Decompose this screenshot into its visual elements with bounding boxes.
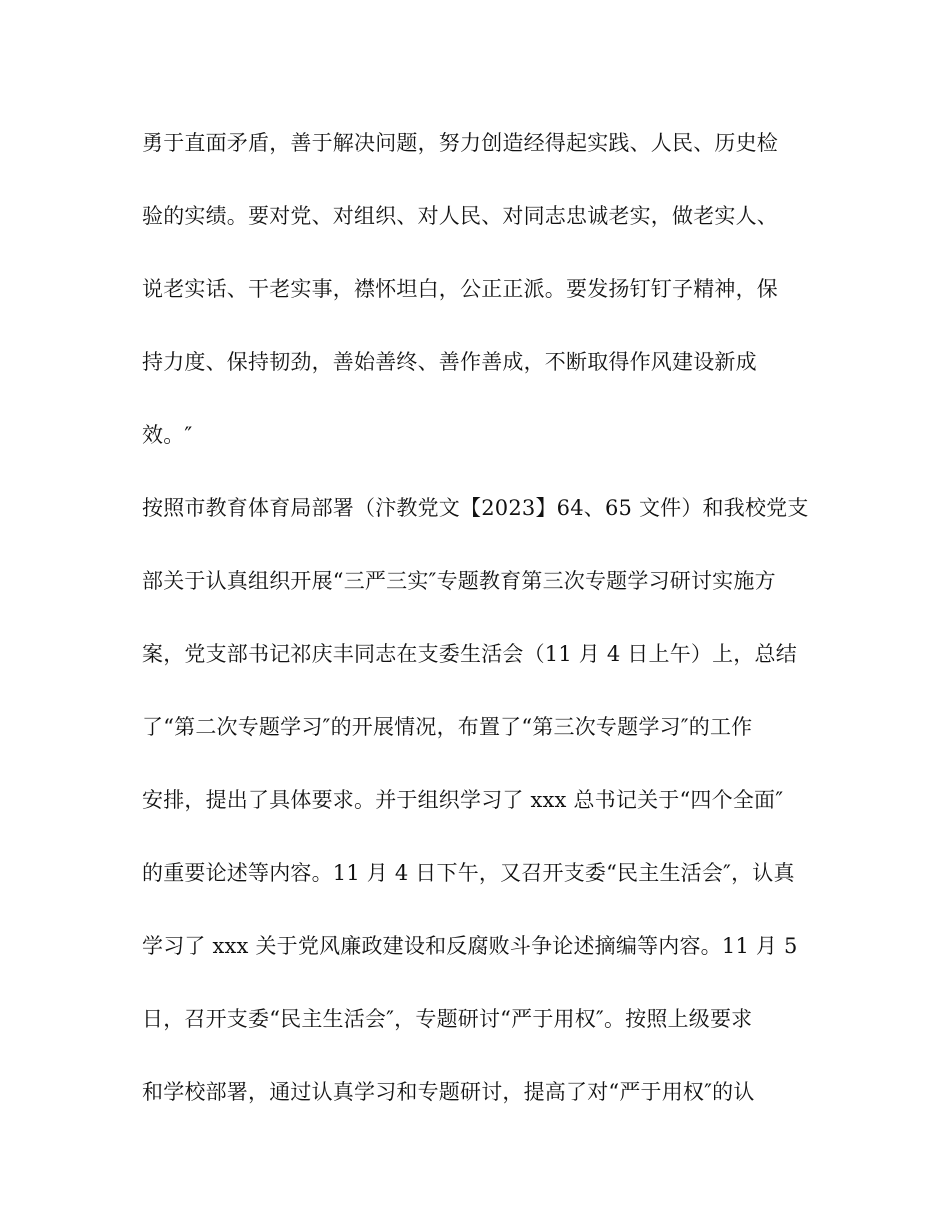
text-line: 持力度、保持韧劲，善始善终、善作善成，不断取得作风建设新成 (142, 350, 757, 374)
text-line: 效。″ (142, 423, 193, 447)
text-line: 和学校部署，通过认真学习和专题研讨，提高了对“严于用权″的认 (142, 1080, 755, 1104)
text-line: 安排，提出了具体要求。并于组织学习了 xxx 总书记关于“四个全面″ (142, 788, 784, 812)
text-line: 验的实绩。要对党、对组织、对人民、对同志忠诚老实，做老实人、 (142, 204, 778, 228)
text-line: 勇于直面矛盾，善于解决问题，努力创造经得起实践、人民、历史检 (142, 131, 778, 155)
text-line: 日，召开支委“民主生活会″，专题研讨“严于用权″。按照上级要求 (142, 1007, 753, 1031)
text-line: 学习了 xxx 关于党风廉政建设和反腐败斗争论述摘编等内容。11 月 5 (142, 934, 798, 958)
text-line: 了“第二次专题学习″的开展情况，布置了“第三次专题学习″的工作 (142, 715, 753, 739)
text-line: 部关于认真组织开展“三严三实″专题教育第三次专题学习研讨实施方 (142, 569, 776, 593)
text-line: 按照市教育体育局部署（汴教党文【2023】64、65 文件）和我校党支 (142, 496, 809, 520)
text-line: 案，党支部书记祁庆丰同志在支委生活会（11 月 4 日上午）上，总结 (142, 642, 797, 666)
text-line: 的重要论述等内容。11 月 4 日下午，又召开支委“民主生活会″，认真 (142, 861, 795, 885)
text-line: 说老实话、干老实事，襟怀坦白，公正正派。要发扬钉钉子精神，保 (142, 277, 778, 301)
